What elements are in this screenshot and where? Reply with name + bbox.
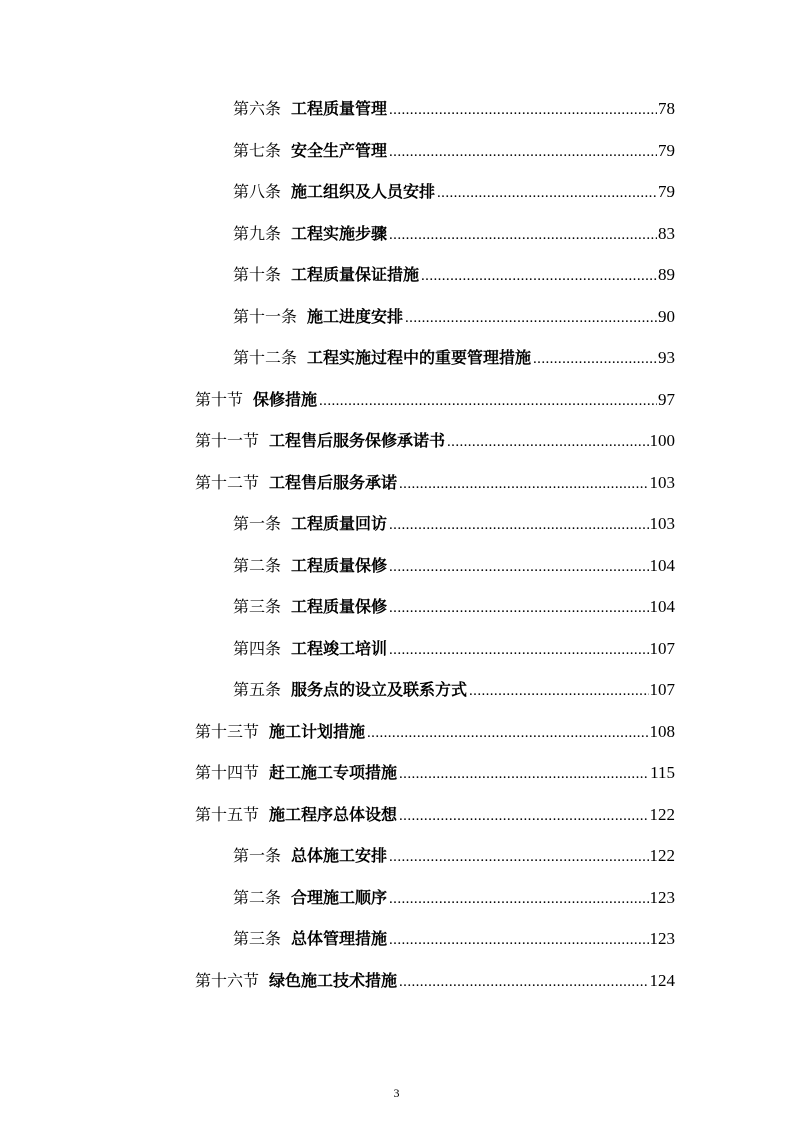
dot-leader: [437, 181, 657, 205]
toc-entry-page: 124: [649, 971, 675, 990]
toc-entry-number: 第一条: [233, 846, 282, 865]
toc-entry-page: 90: [658, 307, 675, 326]
toc-entry[interactable]: [233, 263, 675, 287]
toc-entry-number: 第三条: [233, 597, 282, 616]
toc-entry-page: 108: [649, 722, 675, 741]
toc-entry-title: 绿色施工技术措施: [269, 971, 398, 990]
toc-entry-title: 安全生产管理: [291, 141, 388, 160]
dot-leader: [389, 596, 648, 620]
toc-entry[interactable]: [195, 803, 675, 827]
dot-leader: [399, 804, 648, 828]
toc-entry-title: 施工计划措施: [269, 722, 366, 741]
toc-entry-page: 89: [658, 265, 675, 284]
toc-entry-page: 103: [649, 473, 675, 492]
toc-entry-title: 工程质量保修: [291, 556, 388, 575]
toc-entry[interactable]: [233, 637, 675, 661]
toc-entry-number: 第十四节: [195, 763, 260, 782]
toc-entry[interactable]: [195, 969, 675, 993]
toc-entry-title: 赶工施工专项措施: [269, 763, 398, 782]
page-number: 3: [393, 1086, 400, 1100]
toc-entry-title: 工程实施步骤: [291, 224, 388, 243]
toc-entry[interactable]: [195, 429, 675, 453]
dot-leader: [447, 430, 648, 454]
toc-entry-number: 第五条: [233, 680, 282, 699]
toc-entry-page: 122: [649, 805, 675, 824]
dot-leader: [421, 264, 657, 288]
toc-entry-title: 工程售后服务承诺: [269, 473, 398, 492]
toc-entry[interactable]: [233, 886, 675, 910]
toc-entry[interactable]: [233, 222, 675, 246]
toc-entry-number: 第十三节: [195, 722, 260, 741]
dot-leader: [389, 887, 648, 911]
toc-entry[interactable]: [233, 595, 675, 619]
toc-entry-number: 第十一条: [233, 307, 298, 326]
toc-entry-page: 79: [658, 182, 675, 201]
toc-entry-title: 工程实施过程中的重要管理措施: [307, 348, 532, 367]
toc-entry-page: 97: [658, 390, 675, 409]
dot-leader: [389, 845, 648, 869]
toc-entry[interactable]: [233, 139, 675, 163]
toc-entry-title: 服务点的设立及联系方式: [291, 680, 468, 699]
toc-entry[interactable]: [195, 720, 675, 744]
toc-entry[interactable]: [233, 554, 675, 578]
toc-entry-page: 107: [649, 680, 675, 699]
toc-entry-title: 工程质量保证措施: [291, 265, 420, 284]
toc-entry-number: 第十节: [195, 390, 244, 409]
toc-entry-page: 104: [649, 556, 675, 575]
toc-entry-title: 工程质量保修: [291, 597, 388, 616]
toc-entry-number: 第一条: [233, 514, 282, 533]
toc-entry-title: 工程售后服务保修承诺书: [269, 431, 446, 450]
toc-entry-title: 保修措施: [253, 390, 318, 409]
dot-leader: [389, 555, 648, 579]
toc-entry-title: 施工程序总体设想: [269, 805, 398, 824]
toc-entry-number: 第七条: [233, 141, 282, 160]
toc-entry[interactable]: [233, 97, 675, 121]
dot-leader: [389, 513, 648, 537]
dot-leader: [399, 472, 648, 496]
toc-entry[interactable]: [233, 512, 675, 536]
toc-entry-page: 103: [649, 514, 675, 533]
toc-entry[interactable]: [233, 305, 675, 329]
toc-entry-page: 100: [649, 431, 675, 450]
toc-entry-number: 第九条: [233, 224, 282, 243]
toc-entry-number: 第十五节: [195, 805, 260, 824]
toc-entry-title: 总体管理措施: [291, 929, 388, 948]
dot-leader: [389, 140, 657, 164]
toc-entry-number: 第三条: [233, 929, 282, 948]
toc-entry-page: 104: [649, 597, 675, 616]
toc-entry-number: 第十一节: [195, 431, 260, 450]
toc-entry-title: 总体施工安排: [291, 846, 388, 865]
dot-leader: [389, 928, 648, 952]
dot-leader: [319, 389, 657, 413]
toc-entry-title: 工程竣工培训: [291, 639, 388, 658]
toc-entry[interactable]: [195, 761, 675, 785]
toc-entry-number: 第二条: [233, 556, 282, 575]
dot-leader: [367, 721, 648, 745]
toc-entry-page: 123: [649, 929, 675, 948]
dot-leader: [399, 762, 649, 786]
dot-leader: [389, 638, 648, 662]
toc-entry[interactable]: [233, 678, 675, 702]
dot-leader: [405, 306, 657, 330]
toc-entry-number: 第十条: [233, 265, 282, 284]
toc-entry[interactable]: [233, 180, 675, 204]
toc-entry-page: 93: [658, 348, 675, 367]
toc-entry-title: 施工组织及人员安排: [291, 182, 436, 201]
toc-entry[interactable]: [195, 471, 675, 495]
toc-entry-page: 123: [649, 888, 675, 907]
toc-entry-title: 工程质量回访: [291, 514, 388, 533]
toc-entry-page: 83: [658, 224, 675, 243]
dot-leader: [389, 223, 657, 247]
toc-entry-page: 122: [649, 846, 675, 865]
toc-entry-page: 78: [658, 99, 675, 118]
toc-entry-page: 79: [658, 141, 675, 160]
toc-entry-number: 第二条: [233, 888, 282, 907]
toc-entry[interactable]: [195, 388, 675, 412]
toc-entry-page: 115: [650, 763, 675, 782]
dot-leader: [533, 347, 657, 371]
toc-entry-number: 第十二条: [233, 348, 298, 367]
toc-entry-number: 第八条: [233, 182, 282, 201]
dot-leader: [389, 98, 657, 122]
toc-entry-title: 合理施工顺序: [291, 888, 388, 907]
toc-entry[interactable]: [233, 346, 675, 370]
toc-entry-title: 工程质量管理: [291, 99, 388, 118]
toc-entry[interactable]: [233, 927, 675, 951]
toc-entry-number: 第六条: [233, 99, 282, 118]
toc-entry-title: 施工进度安排: [307, 307, 404, 326]
toc-entry-number: 第四条: [233, 639, 282, 658]
dot-leader: [469, 679, 648, 703]
toc-entry[interactable]: [233, 844, 675, 868]
toc-entry-number: 第十六节: [195, 971, 260, 990]
dot-leader: [399, 970, 648, 994]
toc-entry-page: 107: [649, 639, 675, 658]
toc-entry-number: 第十二节: [195, 473, 260, 492]
